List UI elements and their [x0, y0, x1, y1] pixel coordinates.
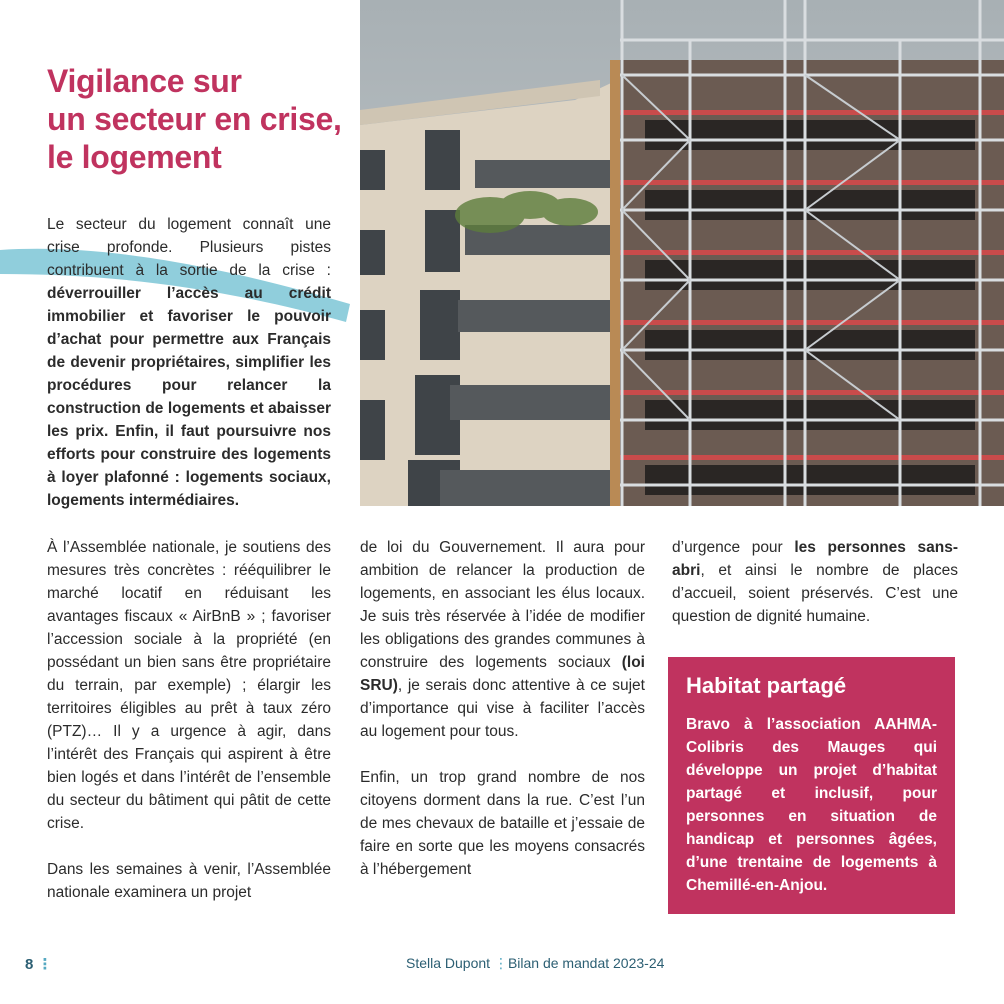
page-title: [47, 62, 347, 176]
intro-bold-text: déverrouiller l’accès au crédit immobilier et favoriser le pouvoir d’achat pour permettre aux Français de devenir propriétaires, simplifier les procédures pour relancer la construction de logements et abaisser les prix. Enfin, il faut poursuivre nos efforts pour construire des logements à loyer plafonné : logements sociaux, logements intermédiaires.: [47, 285, 331, 509]
page-number-value: 8: [25, 956, 34, 973]
col3-paragraph-1: [672, 536, 958, 628]
col2-paragraph-2: Enfin, un trop grand nombre de nos citoyens dorment dans la rue. C’est l’un de mes chevaux de bataille et j’essaie de faire en sorte que les moyens consacrés à l’hébergement: [360, 769, 645, 878]
building-photo: [360, 0, 1004, 506]
intro-text: Le secteur du logement connaît une crise profonde. Plusieurs pistes contribuent à la sortie de la crise :: [47, 216, 331, 279]
habitat-partage-box: [668, 657, 955, 914]
column-1: [47, 536, 331, 904]
intro-paragraph: [47, 213, 331, 512]
footer-dots-icon: ⋮: [37, 956, 53, 973]
title-line-1: Vigilance sur: [47, 63, 242, 99]
col2-text-b: , je serais donc attentive à ce sujet d’importance qui vise à faciliter l’accès au logement pour tous.: [360, 677, 645, 740]
col2-bold-sru: (loi SRU): [360, 654, 645, 694]
col2-paragraph-1: [360, 536, 645, 743]
footer-separator-icon: ⋮: [493, 955, 508, 971]
col3-text-b: , et ainsi le nombre de places d’accueil, soient préservés. C’est une question de dignité humaine.: [672, 562, 958, 625]
title-line-2: un secteur en crise,: [47, 101, 342, 137]
col3-text-a: d’urgence pour: [672, 539, 795, 556]
box-text: Bravo à l’association AAHMA-Colibris des Mauges qui développe un projet d’habitat partagé et inclusif, pour personnes en situation de handicap et personnes âgées, d’une trentaine de logements à Chemillé-en-Anjou.: [686, 716, 937, 894]
col2-text-a: de loi du Gouvernement. Il aura pour ambition de relancer la production de logements, en associant les élus locaux. Je suis très réservée à l’idée de modifier les obligations des grandes communes à construire des logements sociaux: [360, 539, 645, 671]
box-title: Habitat partagé: [686, 673, 847, 698]
column-2: [360, 536, 645, 881]
col3-bold-text: les personnes sans-abri: [672, 539, 958, 579]
column-3: [672, 536, 958, 628]
title-line-3: le logement: [47, 139, 222, 175]
building-scaffolding-image: [360, 0, 1004, 506]
footer-author: Stella Dupont: [406, 955, 491, 971]
page-number: [25, 955, 53, 973]
footer-doc-title: Bilan de mandat 2023-24: [507, 955, 665, 971]
col1-paragraph-2: Dans les semaines à venir, l’Assemblée nationale examinera un projet: [47, 861, 331, 901]
running-footer: [406, 955, 664, 972]
col1-paragraph-1: À l’Assemblée nationale, je soutiens des mesures très concrètes : rééquilibrer le marché locatif en réduisant les avantages fiscaux « AirBnB » ; favoriser l’accession sociale à la propriété (en possédant un bien sans être propriétaire du terrain, par exemple) ; élargir les territoires éligibles au prêt à taux zéro (PTZ)… Il y a urgence à agir, dans l’intérêt des Français qui aspirent à être bien logés et dans l’intérêt de l’ensemble du secteur du bâtiment qui pâtit de cette crise.: [47, 539, 331, 832]
